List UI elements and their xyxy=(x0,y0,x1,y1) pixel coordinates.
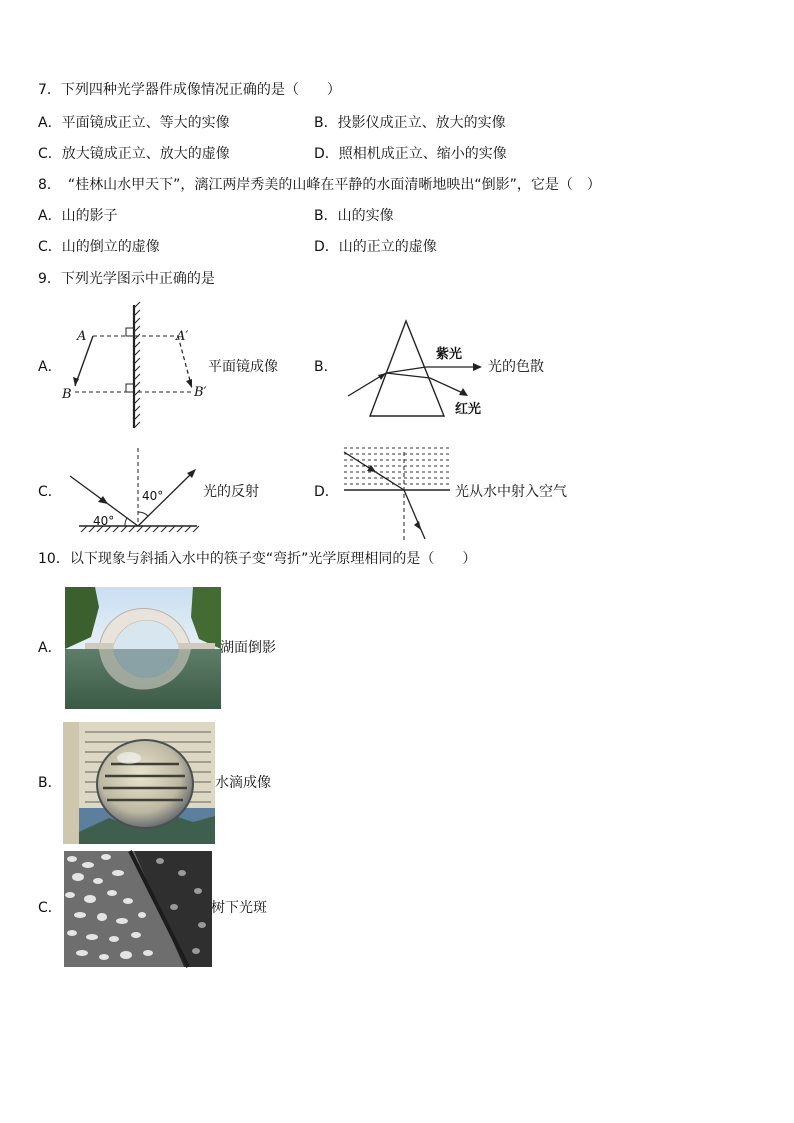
q9-option-c-caption: 光的反射 xyxy=(203,484,259,500)
water-drop-photo xyxy=(63,722,215,844)
q8-option-d[interactable]: D．山的正立的虚像 xyxy=(314,239,437,255)
reflection-diagram xyxy=(65,446,205,538)
q9-option-a-letter[interactable]: A． xyxy=(38,359,62,375)
ray-in-air xyxy=(404,490,425,539)
tree-light-spots-photo xyxy=(64,851,212,967)
red-ray xyxy=(430,378,465,394)
point-b-prime-label: B′ xyxy=(194,385,207,400)
q10-option-b-letter[interactable]: B． xyxy=(38,775,62,791)
plane-mirror-diagram xyxy=(60,300,210,435)
q10-option-a-letter[interactable]: A． xyxy=(38,640,62,656)
q9-option-c-letter[interactable]: C． xyxy=(38,484,62,500)
q8-stem: 8． “桂林山水甲天下”，漓江两岸秀美的山峰在平静的水面清晰地映出“倒影”，它是（ ） xyxy=(38,177,601,193)
q9-stem: 9．下列光学图示中正确的是 xyxy=(38,271,215,287)
q10-option-c-caption: 树下光斑 xyxy=(211,900,267,916)
point-a-label: A xyxy=(77,329,87,344)
q10-option-a-caption: 湖面倒影 xyxy=(220,640,276,656)
surface-angle-label: 40° xyxy=(93,514,115,528)
q8-option-b[interactable]: B．山的实像 xyxy=(314,208,394,224)
q9-option-b-letter[interactable]: B． xyxy=(314,359,338,375)
q9-option-a-caption: 平面镜成像 xyxy=(208,359,278,375)
point-b-label: B xyxy=(62,387,72,402)
q7-option-c[interactable]: C．放大镜成正立、放大的虚像 xyxy=(38,146,230,162)
q9-option-d-letter[interactable]: D． xyxy=(314,484,339,500)
q9-option-b-caption: 光的色散 xyxy=(488,359,544,375)
q7-option-b[interactable]: B．投影仪成正立、放大的实像 xyxy=(314,115,506,131)
q7-stem: 7．下列四种光学器件成像情况正确的是（ ） xyxy=(38,82,341,98)
water-hatching xyxy=(344,448,450,484)
violet-light-label: 紫光 xyxy=(436,347,463,362)
reflection-angle-label: 40° xyxy=(142,489,164,503)
refraction-diagram xyxy=(340,444,455,542)
q10-stem: 10．以下现象与斜插入水中的筷子变“弯折”光学原理相同的是（ ） xyxy=(38,551,477,567)
bridge-reflection-photo xyxy=(65,587,221,709)
q10-option-b-caption: 水滴成像 xyxy=(215,775,271,791)
q7-option-a[interactable]: A．平面镜成正立、等大的实像 xyxy=(38,115,230,131)
q9-option-d-caption: 光从水中射入空气 xyxy=(455,484,567,500)
red-light-label: 红光 xyxy=(455,402,482,417)
prism-triangle xyxy=(370,321,444,416)
q8-option-a[interactable]: A．山的影子 xyxy=(38,208,118,224)
point-a-prime-label: A′ xyxy=(176,329,189,344)
q10-option-c-letter[interactable]: C． xyxy=(38,900,62,916)
q7-option-d[interactable]: D．照相机成正立、缩小的实像 xyxy=(314,146,507,162)
q8-option-c[interactable]: C．山的倒立的虚像 xyxy=(38,239,160,255)
